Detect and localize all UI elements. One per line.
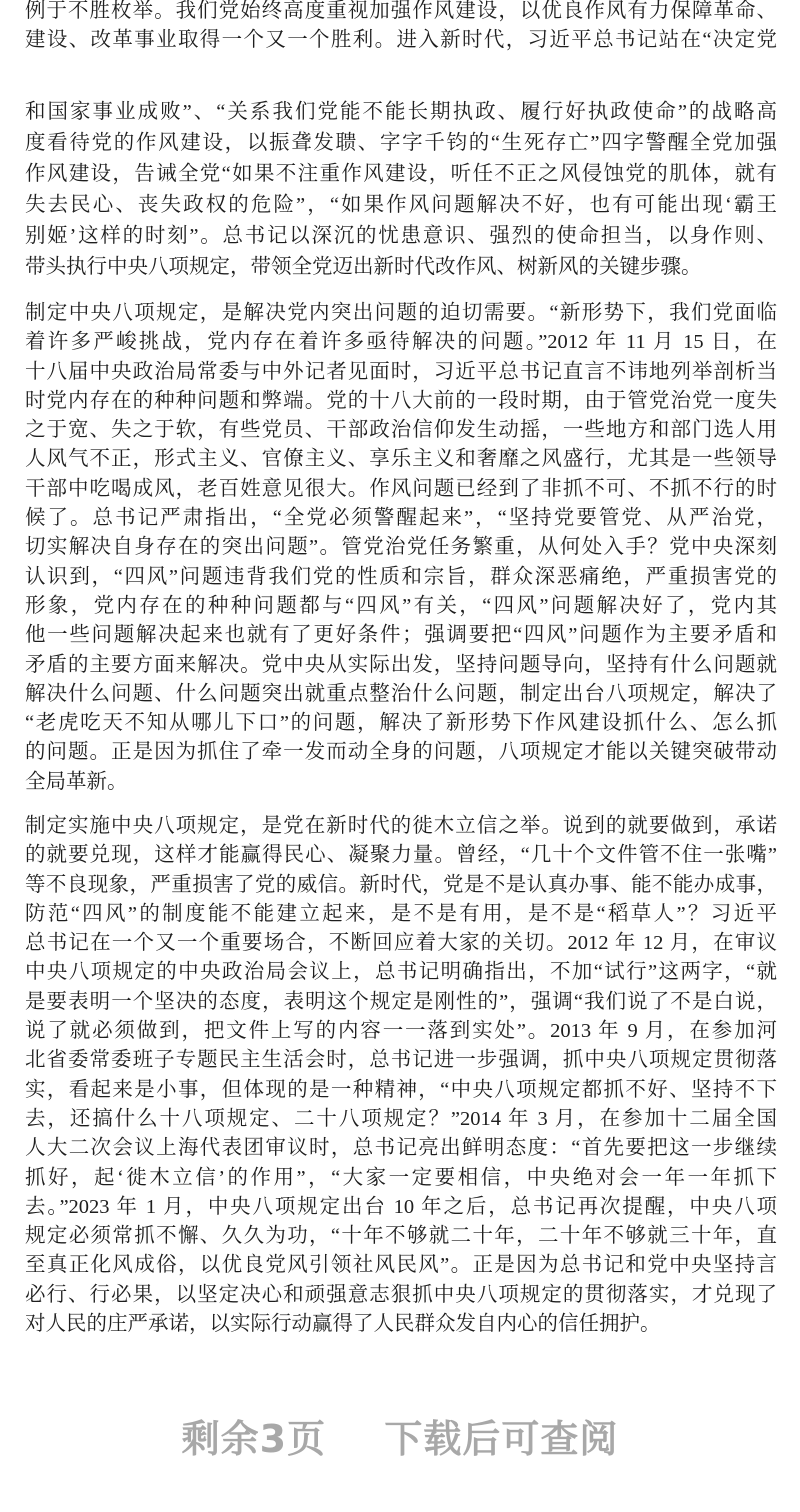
text-line: 抓好，起‘徙木立信’的作用”，“大家一定要相信，中央绝对会一年一年抓下 — [25, 1166, 777, 1189]
text-line: 失去民心、丧失政权的危险”，“如果作风问题解决不好，也有可能出现‘霸王 — [25, 194, 777, 216]
text-line: 干部中吃喝成风，老百姓意见很大。作风问题已经到了非抓不可、不抓不行的时 — [25, 477, 777, 500]
text-line: 时党内存在的种种问题和弊端。党的十八大前的一段时期，由于管党治党一度失 — [25, 389, 777, 412]
text-line: 中央八项规定的中央政治局会议上，总书记明确指出，不加“试行”这两字，“就 — [25, 961, 777, 984]
text-line: “老虎吃天不知从哪儿下口”的问题，解决了新形势下作风建设抓什么、怎么抓 — [25, 712, 777, 735]
text-line: 防范“四风”的制度能不能建立起来，是不是有用，是不是“稻草人”？习近平 — [25, 902, 777, 925]
text-line: 切实解决自身存在的突出问题”。管党治党任务繁重，从何处入手？党中央深刻 — [25, 536, 777, 559]
paragraph-1 — [25, 0, 777, 56]
text-line: 说了就必须做到，把文件上写的内容一一落到实处”。2013 年 9 月，在参加河 — [25, 1020, 777, 1043]
text-line: 例于不胜枚举。我们党始终高度重视加强作风建设，以优良作风有力保障革命、 — [25, 0, 777, 22]
download-to-view-label[interactable]: 下载后可查阅 — [384, 1417, 619, 1461]
text-line: 别姬’这样的时刻”。总书记以深沉的忧患意识、强烈的使命担当，以身作则、 — [25, 225, 777, 247]
text-line: 的问题。正是因为抓住了牵一发而动全身的问题，八项规定才能以关键突破带动 — [25, 741, 777, 764]
download-prompt[interactable] — [0, 1408, 800, 1463]
text-line: 对人民的庄严承诺，以实际行动赢得了人民群众发自内心的信任拥护。 — [25, 1313, 661, 1336]
text-line: 着许多严峻挑战，党内存在着许多亟待解决的问题。”2012 年 11 月 15 日，在 — [25, 331, 777, 354]
text-line: 十八届中央政治局常委与中外记者见面时，习近平总书记直言不讳地列举剖析当 — [25, 360, 777, 383]
text-line: 是要表明一个坚决的态度，表明这个规定是刚性的”，强调“我们说了不是白说， — [25, 990, 777, 1013]
text-line: 之于宽、失之于软，有些党员、干部政治信仰发生动摇，一些地方和部门选人用 — [25, 419, 777, 442]
text-line: 总书记在一个又一个重要场合，不断回应着大家的关切。2012 年 12 月，在审议 — [25, 932, 777, 955]
text-line: 候了。总书记严肃指出，“全党必须警醒起来”，“坚持党要管党、从严治党， — [25, 507, 777, 530]
text-line: 去。”2023 年 1 月，中央八项规定出台 10 年之后，总书记再次提醒，中央八项 — [25, 1195, 777, 1218]
text-line: 他一些问题解决起来也就有了更好条件；强调要把“四风”问题作为主要矛盾和 — [25, 624, 777, 647]
remaining-pages-label: 剩余3页 — [181, 1417, 327, 1461]
paragraph-4 — [25, 812, 777, 1339]
text-line: 北省委常委班子专题民主生活会时，总书记进一步强调，抓中央八项规定贯彻落 — [25, 1049, 777, 1072]
text-line: 解决什么问题、什么问题突出就重点整治什么问题，制定出台八项规定，解决了 — [25, 682, 777, 705]
text-line: 等不良现象，严重损害了党的威信。新时代，党是不是认真办事、能不能办成事， — [25, 873, 777, 896]
text-line: 和国家事业成败”、“关系我们党能不能长期执政、履行好执政使命”的战略高 — [25, 101, 777, 123]
text-line: 人风气不正，形式主义、官僚主义、享乐主义和奢靡之风盛行，尤其是一些领导 — [25, 448, 777, 471]
text-line: 实，看起来是小事，但体现的是一种精神，“中央八项规定都抓不好、坚持不下 — [25, 1078, 777, 1101]
text-line: 形象，党内存在的种种问题都与“四风”有关，“四风”问题解决好了，党内其 — [25, 594, 777, 617]
text-line: 建设、改革事业取得一个又一个胜利。进入新时代，习近平总书记站在“决定党 — [25, 29, 777, 52]
text-line: 认识到，“四风”问题违背我们党的性质和宗旨，群众深恶痛绝，严重损害党的 — [25, 565, 777, 588]
text-line: 制定实施中央八项规定，是党在新时代的徙木立信之举。说到的就要做到，承诺 — [25, 815, 777, 837]
text-line: 度看待党的作风建设，以振聋发聩、字字千钧的“生死存亡”四字警醒全党加强 — [25, 132, 777, 154]
text-line: 制定中央八项规定，是解决党内突出问题的迫切需要。“新形势下，我们党面临 — [25, 302, 777, 324]
text-line: 至真正化风成俗，以优良党风引领社风民风”。正是因为总书记和党中央坚持言 — [25, 1254, 777, 1277]
text-line: 去，还搞什么十八项规定、二十八项规定？”2014 年 3 月，在参加十二届全国 — [25, 1107, 777, 1130]
text-line: 全局革新。 — [25, 770, 128, 793]
text-line: 的就要兑现，这样才能赢得民心、凝聚力量。曾经，“几十个文件管不住一张嘴” — [25, 844, 777, 867]
paragraph-2 — [25, 97, 777, 283]
paragraph-3 — [25, 299, 777, 797]
text-line: 带头执行中央八项规定，带领全党迈出新时代改作风、树新风的关键步骤。 — [25, 256, 702, 278]
text-line: 作风建设，告诫全党“如果不注重作风建设，听任不正之风侵蚀党的肌体，就有 — [25, 163, 777, 185]
text-line: 人大二次会议上海代表团审议时，总书记亮出鲜明态度：“首先要把这一步继续 — [25, 1137, 777, 1160]
text-line: 必行、行必果，以坚定决心和顽强意志狠抓中央八项规定的贯彻落实，才兑现了 — [25, 1283, 777, 1306]
text-line: 矛盾的主要方面来解决。党中央从实际出发，坚持问题导向，坚持有什么问题就 — [25, 653, 777, 676]
text-line: 规定必须常抓不懈、久久为功，“十年不够就二十年，二十年不够就三十年，直 — [25, 1225, 777, 1248]
